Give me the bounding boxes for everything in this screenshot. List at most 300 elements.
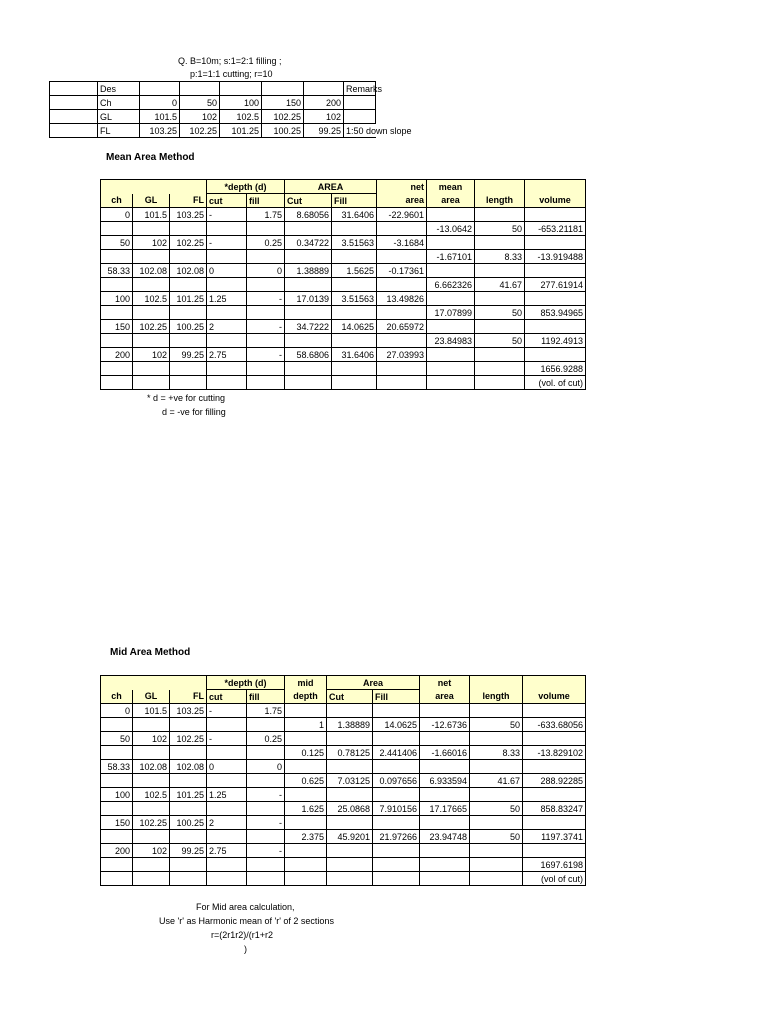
cell-fill [247, 306, 285, 320]
cell-fl [170, 250, 207, 264]
cell-fill [247, 872, 285, 886]
cell-fill: - [247, 816, 285, 830]
cell-gl [133, 222, 170, 236]
cell-fl: 101.25 [170, 788, 207, 802]
cell-afill [332, 376, 377, 390]
mid-note-3: r=(2r1r2)/(r1+r2 [211, 930, 274, 940]
cell-length [470, 858, 523, 872]
cell-cut [207, 250, 247, 264]
cell-ch [101, 306, 133, 320]
cell-acut [327, 732, 373, 746]
cell-ch [101, 718, 133, 732]
cell-mid: 2.375 [285, 830, 327, 844]
cell-ch: 50 [101, 732, 133, 746]
table-row [101, 292, 586, 306]
cell-cut [207, 802, 247, 816]
fill-header: fill [247, 690, 285, 704]
cell-afill: 3.51563 [332, 236, 377, 250]
mid-note-2: Use 'r' as Harmonic mean of 'r' of 2 sections [159, 916, 334, 926]
given-cell: GL [98, 110, 140, 124]
cell-gl: 102 [133, 236, 170, 250]
cell-fill [247, 362, 285, 376]
cell-length [475, 264, 525, 278]
cell-net: -0.17361 [377, 264, 427, 278]
cell-volume [523, 816, 586, 830]
cell-cut [207, 222, 247, 236]
given-cell: 102.5 [220, 110, 262, 124]
cell-mid [285, 704, 327, 718]
cell-cut [207, 362, 247, 376]
cell-afill [332, 362, 377, 376]
cell-mid: 0.125 [285, 746, 327, 760]
cell-ch: 150 [101, 320, 133, 334]
cell-gl: 102.08 [133, 760, 170, 774]
cell-fl [170, 774, 207, 788]
mean-header-row-1 [101, 180, 586, 194]
cell-fl [170, 376, 207, 390]
cell-acut: 0.34722 [285, 236, 332, 250]
cell-cut: 1.25 [207, 292, 247, 306]
cell-ch [101, 376, 133, 390]
cell-gl [133, 858, 170, 872]
given-cell: 101.25 [220, 124, 262, 138]
cell-afill: 14.0625 [373, 718, 420, 732]
cell-mean [427, 320, 475, 334]
cell-mid [285, 732, 327, 746]
cell-ch: 58.33 [101, 264, 133, 278]
table-row [101, 802, 586, 816]
cell-cut [207, 830, 247, 844]
net-area-header: area [377, 194, 427, 208]
table-row [101, 264, 586, 278]
cell-gl: 102 [133, 732, 170, 746]
cell-afill [373, 760, 420, 774]
cell-volume [525, 320, 586, 334]
cell-acut: 7.03125 [327, 774, 373, 788]
cell-length [470, 872, 523, 886]
cell-length [470, 844, 523, 858]
cell-gl [133, 376, 170, 390]
cell-fl [170, 858, 207, 872]
cell-net [420, 704, 470, 718]
cell-mid [285, 844, 327, 858]
cell-fl [170, 830, 207, 844]
cell-afill [373, 732, 420, 746]
mean-area-header: area [427, 194, 475, 208]
cell-cut: 2 [207, 320, 247, 334]
cell-gl [133, 278, 170, 292]
mid-note-1: For Mid area calculation, [196, 902, 295, 912]
cell-net [377, 250, 427, 264]
mean-note-2: d = -ve for filling [162, 407, 226, 417]
given-remark [344, 110, 376, 124]
cell-afill [373, 788, 420, 802]
table-row [101, 872, 586, 886]
cell-fill [247, 222, 285, 236]
cell-net: 17.17665 [420, 802, 470, 816]
cell-gl: 102.08 [133, 264, 170, 278]
cell-afill [373, 872, 420, 886]
cell-cut [207, 746, 247, 760]
cell-fl [170, 362, 207, 376]
cell-afill: 31.6406 [332, 348, 377, 362]
cell-length: 41.67 [470, 774, 523, 788]
given-remarks-header: Remarks [344, 82, 376, 96]
cell-fl [170, 872, 207, 886]
cell-mean: 23.84983 [427, 334, 475, 348]
cell-acut: 1.38889 [327, 718, 373, 732]
cell-acut [327, 760, 373, 774]
fl-header: FL [170, 194, 207, 208]
cell-ch: 0 [101, 704, 133, 718]
cell-fill: - [247, 788, 285, 802]
length-header: length [475, 194, 525, 208]
cell-length [475, 320, 525, 334]
table-row [101, 320, 586, 334]
given-row-fl [50, 124, 376, 138]
table-row [101, 774, 586, 788]
cell-afill [332, 306, 377, 320]
cell-volume: (vol. of cut) [525, 376, 586, 390]
cell-fl [170, 334, 207, 348]
cell-afill: 1.5625 [332, 264, 377, 278]
cell-volume [525, 348, 586, 362]
table-row [101, 746, 586, 760]
cell-net: 20.65972 [377, 320, 427, 334]
cell-gl: 101.5 [133, 208, 170, 222]
table-row [101, 830, 586, 844]
depth-header: *depth (d) [207, 676, 285, 690]
cell-cut: - [207, 704, 247, 718]
cell-ch [101, 830, 133, 844]
area-fill-header: Fill [332, 194, 377, 208]
cell-gl: 101.5 [133, 704, 170, 718]
cell-mean: 6.662326 [427, 278, 475, 292]
cell-mean: 17.07899 [427, 306, 475, 320]
cell-ch [101, 222, 133, 236]
given-cell: Des [98, 82, 140, 96]
cell-mean: -1.67101 [427, 250, 475, 264]
cell-afill [332, 250, 377, 264]
cell-gl: 102.25 [133, 320, 170, 334]
area-fill-header: Fill [373, 690, 420, 704]
cell-afill [332, 278, 377, 292]
cell-fl: 101.25 [170, 292, 207, 306]
cell-ch: 58.33 [101, 760, 133, 774]
cell-fill: 0.25 [247, 732, 285, 746]
cell-net [420, 858, 470, 872]
given-cell [220, 82, 262, 96]
cell-afill: 21.97266 [373, 830, 420, 844]
area-header: AREA [285, 180, 377, 194]
given-cell: 150 [262, 96, 304, 110]
cell-ch [101, 858, 133, 872]
cell-net [420, 732, 470, 746]
cell-mid [285, 816, 327, 830]
given-label [50, 110, 98, 124]
cell-volume [523, 844, 586, 858]
table-row [101, 334, 586, 348]
cell-acut [285, 362, 332, 376]
cell-fill: - [247, 320, 285, 334]
cell-volume [525, 208, 586, 222]
cell-net [377, 278, 427, 292]
cell-volume [523, 760, 586, 774]
fill-header: fill [247, 194, 285, 208]
cell-volume: 853.94965 [525, 306, 586, 320]
cell-net [377, 334, 427, 348]
cell-fill [247, 746, 285, 760]
cell-net: -12.6736 [420, 718, 470, 732]
cell-cut: - [207, 236, 247, 250]
cell-cut [207, 872, 247, 886]
table-row [101, 362, 586, 376]
cell-length: 50 [475, 334, 525, 348]
cell-net [420, 844, 470, 858]
cell-volume: 277.61914 [525, 278, 586, 292]
given-cell: 102 [180, 110, 220, 124]
cell-ch [101, 334, 133, 348]
cell-afill: 14.0625 [332, 320, 377, 334]
cell-cut: 2.75 [207, 348, 247, 362]
cell-cut [207, 774, 247, 788]
cell-length: 50 [470, 718, 523, 732]
cell-acut: 45.9201 [327, 830, 373, 844]
given-cell [262, 82, 304, 96]
cell-cut: 1.25 [207, 788, 247, 802]
cell-fl: 100.25 [170, 816, 207, 830]
cell-fl [170, 278, 207, 292]
cell-ch: 0 [101, 208, 133, 222]
ch-header: ch [101, 690, 133, 704]
cell-mean [427, 376, 475, 390]
cell-length: 50 [470, 802, 523, 816]
cell-volume: 288.92285 [523, 774, 586, 788]
cell-gl [133, 746, 170, 760]
given-cell: 50 [180, 96, 220, 110]
cell-mean [427, 292, 475, 306]
cut-header: cut [207, 194, 247, 208]
net-header: net [377, 180, 427, 194]
cell-mean [427, 264, 475, 278]
cell-volume: 858.83247 [523, 802, 586, 816]
cell-length [475, 348, 525, 362]
given-label [50, 82, 98, 96]
given-cell: 102.25 [262, 110, 304, 124]
cell-gl [133, 774, 170, 788]
given-label [50, 96, 98, 110]
cell-fl [170, 222, 207, 236]
cell-afill [332, 334, 377, 348]
cell-net: 13.49826 [377, 292, 427, 306]
mid-header-row-1 [101, 676, 586, 690]
cell-acut [285, 306, 332, 320]
cell-cut: 0 [207, 264, 247, 278]
given-cell: 102 [304, 110, 344, 124]
cell-volume: -653.21181 [525, 222, 586, 236]
cell-afill: 3.51563 [332, 292, 377, 306]
cell-volume: 1192.4913 [525, 334, 586, 348]
cell-length [475, 236, 525, 250]
cell-length: 8.33 [475, 250, 525, 264]
cell-gl: 102.5 [133, 292, 170, 306]
cell-afill: 2.441406 [373, 746, 420, 760]
volume-header: volume [523, 690, 586, 704]
cell-fl: 102.25 [170, 236, 207, 250]
cell-net [420, 816, 470, 830]
given-cell: 101.5 [140, 110, 180, 124]
cell-afill [373, 704, 420, 718]
cell-fill: 0 [247, 760, 285, 774]
cell-afill: 0.097656 [373, 774, 420, 788]
cell-net [420, 760, 470, 774]
problem-line-2: p:1=1:1 cutting; r=10 [190, 69, 273, 79]
mid-note-4: ) [244, 944, 247, 954]
cell-volume: (vol of cut) [523, 872, 586, 886]
length-header: length [470, 690, 523, 704]
cell-net: -3.1684 [377, 236, 427, 250]
given-row-des [50, 82, 376, 96]
cell-acut [285, 278, 332, 292]
cell-mid [285, 788, 327, 802]
cell-mid [285, 858, 327, 872]
mean-header-row-2 [101, 194, 586, 208]
cell-cut [207, 858, 247, 872]
cell-fl [170, 802, 207, 816]
cell-length [470, 704, 523, 718]
cell-cut [207, 306, 247, 320]
table-row [101, 222, 586, 236]
given-cell: 200 [304, 96, 344, 110]
cell-acut: 1.38889 [285, 264, 332, 278]
cell-ch [101, 278, 133, 292]
cell-fl: 102.08 [170, 760, 207, 774]
cell-fl: 102.08 [170, 264, 207, 278]
cell-volume [523, 704, 586, 718]
cell-gl [133, 250, 170, 264]
given-row-gl [50, 110, 376, 124]
cell-cut: - [207, 732, 247, 746]
cell-net: -22.9601 [377, 208, 427, 222]
cell-ch [101, 250, 133, 264]
cell-ch [101, 802, 133, 816]
cell-acut [285, 250, 332, 264]
problem-line-1: Q. B=10m; s:1=2:1 filling ; [178, 56, 282, 66]
cell-acut: 8.68056 [285, 208, 332, 222]
given-cell: 0 [140, 96, 180, 110]
area-cut-header: Cut [327, 690, 373, 704]
cell-volume: 1197.3741 [523, 830, 586, 844]
table-row [101, 816, 586, 830]
cell-fill: - [247, 348, 285, 362]
cell-acut: 25.0868 [327, 802, 373, 816]
cell-fill [247, 334, 285, 348]
cell-cut: 0 [207, 760, 247, 774]
cell-length [470, 732, 523, 746]
table-row [101, 306, 586, 320]
cell-mid [285, 872, 327, 886]
cell-cut: 2.75 [207, 844, 247, 858]
cell-volume: 1697.6198 [523, 858, 586, 872]
cell-cut [207, 334, 247, 348]
given-cell: FL [98, 124, 140, 138]
cell-volume: -13.829102 [523, 746, 586, 760]
cell-ch: 50 [101, 236, 133, 250]
cell-volume: -13.919488 [525, 250, 586, 264]
cell-length [470, 788, 523, 802]
cell-fl: 99.25 [170, 348, 207, 362]
cell-fl: 103.25 [170, 208, 207, 222]
cell-fill: 1.75 [247, 208, 285, 222]
cell-length [475, 292, 525, 306]
cell-net [377, 362, 427, 376]
cell-fl: 100.25 [170, 320, 207, 334]
cell-fl: 102.25 [170, 732, 207, 746]
given-cell: 99.25 [304, 124, 344, 138]
cell-length [470, 760, 523, 774]
cell-net [377, 376, 427, 390]
cell-volume [525, 292, 586, 306]
cell-afill: 7.910156 [373, 802, 420, 816]
cell-gl [133, 830, 170, 844]
cell-volume [523, 732, 586, 746]
mean-area-table [100, 179, 586, 390]
mid-header-row-2 [101, 690, 586, 704]
given-cell: 100 [220, 96, 262, 110]
cell-net: 6.933594 [420, 774, 470, 788]
given-cell: 102.25 [180, 124, 220, 138]
net-area-header: area [420, 690, 470, 704]
cell-acut [285, 222, 332, 236]
cell-ch [101, 362, 133, 376]
cell-gl [133, 306, 170, 320]
cell-gl: 102 [133, 844, 170, 858]
cell-gl: 102 [133, 348, 170, 362]
cell-afill [373, 844, 420, 858]
table-row [101, 208, 586, 222]
cell-fl: 99.25 [170, 844, 207, 858]
table-row [101, 278, 586, 292]
cell-mean [427, 208, 475, 222]
cell-mid [285, 760, 327, 774]
given-data-table [49, 81, 412, 138]
cell-fl [170, 306, 207, 320]
table-row [101, 844, 586, 858]
cell-volume: 1656.9288 [525, 362, 586, 376]
volume-header: volume [525, 194, 586, 208]
cell-mean [427, 362, 475, 376]
cell-cut: 2 [207, 816, 247, 830]
given-cell: 100.25 [262, 124, 304, 138]
cell-volume [523, 788, 586, 802]
cell-fl [170, 746, 207, 760]
gl-header: GL [133, 690, 170, 704]
cell-length: 8.33 [470, 746, 523, 760]
cell-fill: 0.25 [247, 236, 285, 250]
table-row [101, 788, 586, 802]
cell-length [475, 362, 525, 376]
cell-volume: -633.68056 [523, 718, 586, 732]
cut-header: cut [207, 690, 247, 704]
cell-cut: - [207, 208, 247, 222]
area-header: Area [327, 676, 420, 690]
cell-net [377, 306, 427, 320]
cell-net: -1.66016 [420, 746, 470, 760]
cell-net [420, 788, 470, 802]
cell-length [475, 208, 525, 222]
cell-ch: 200 [101, 844, 133, 858]
cell-mean [427, 348, 475, 362]
